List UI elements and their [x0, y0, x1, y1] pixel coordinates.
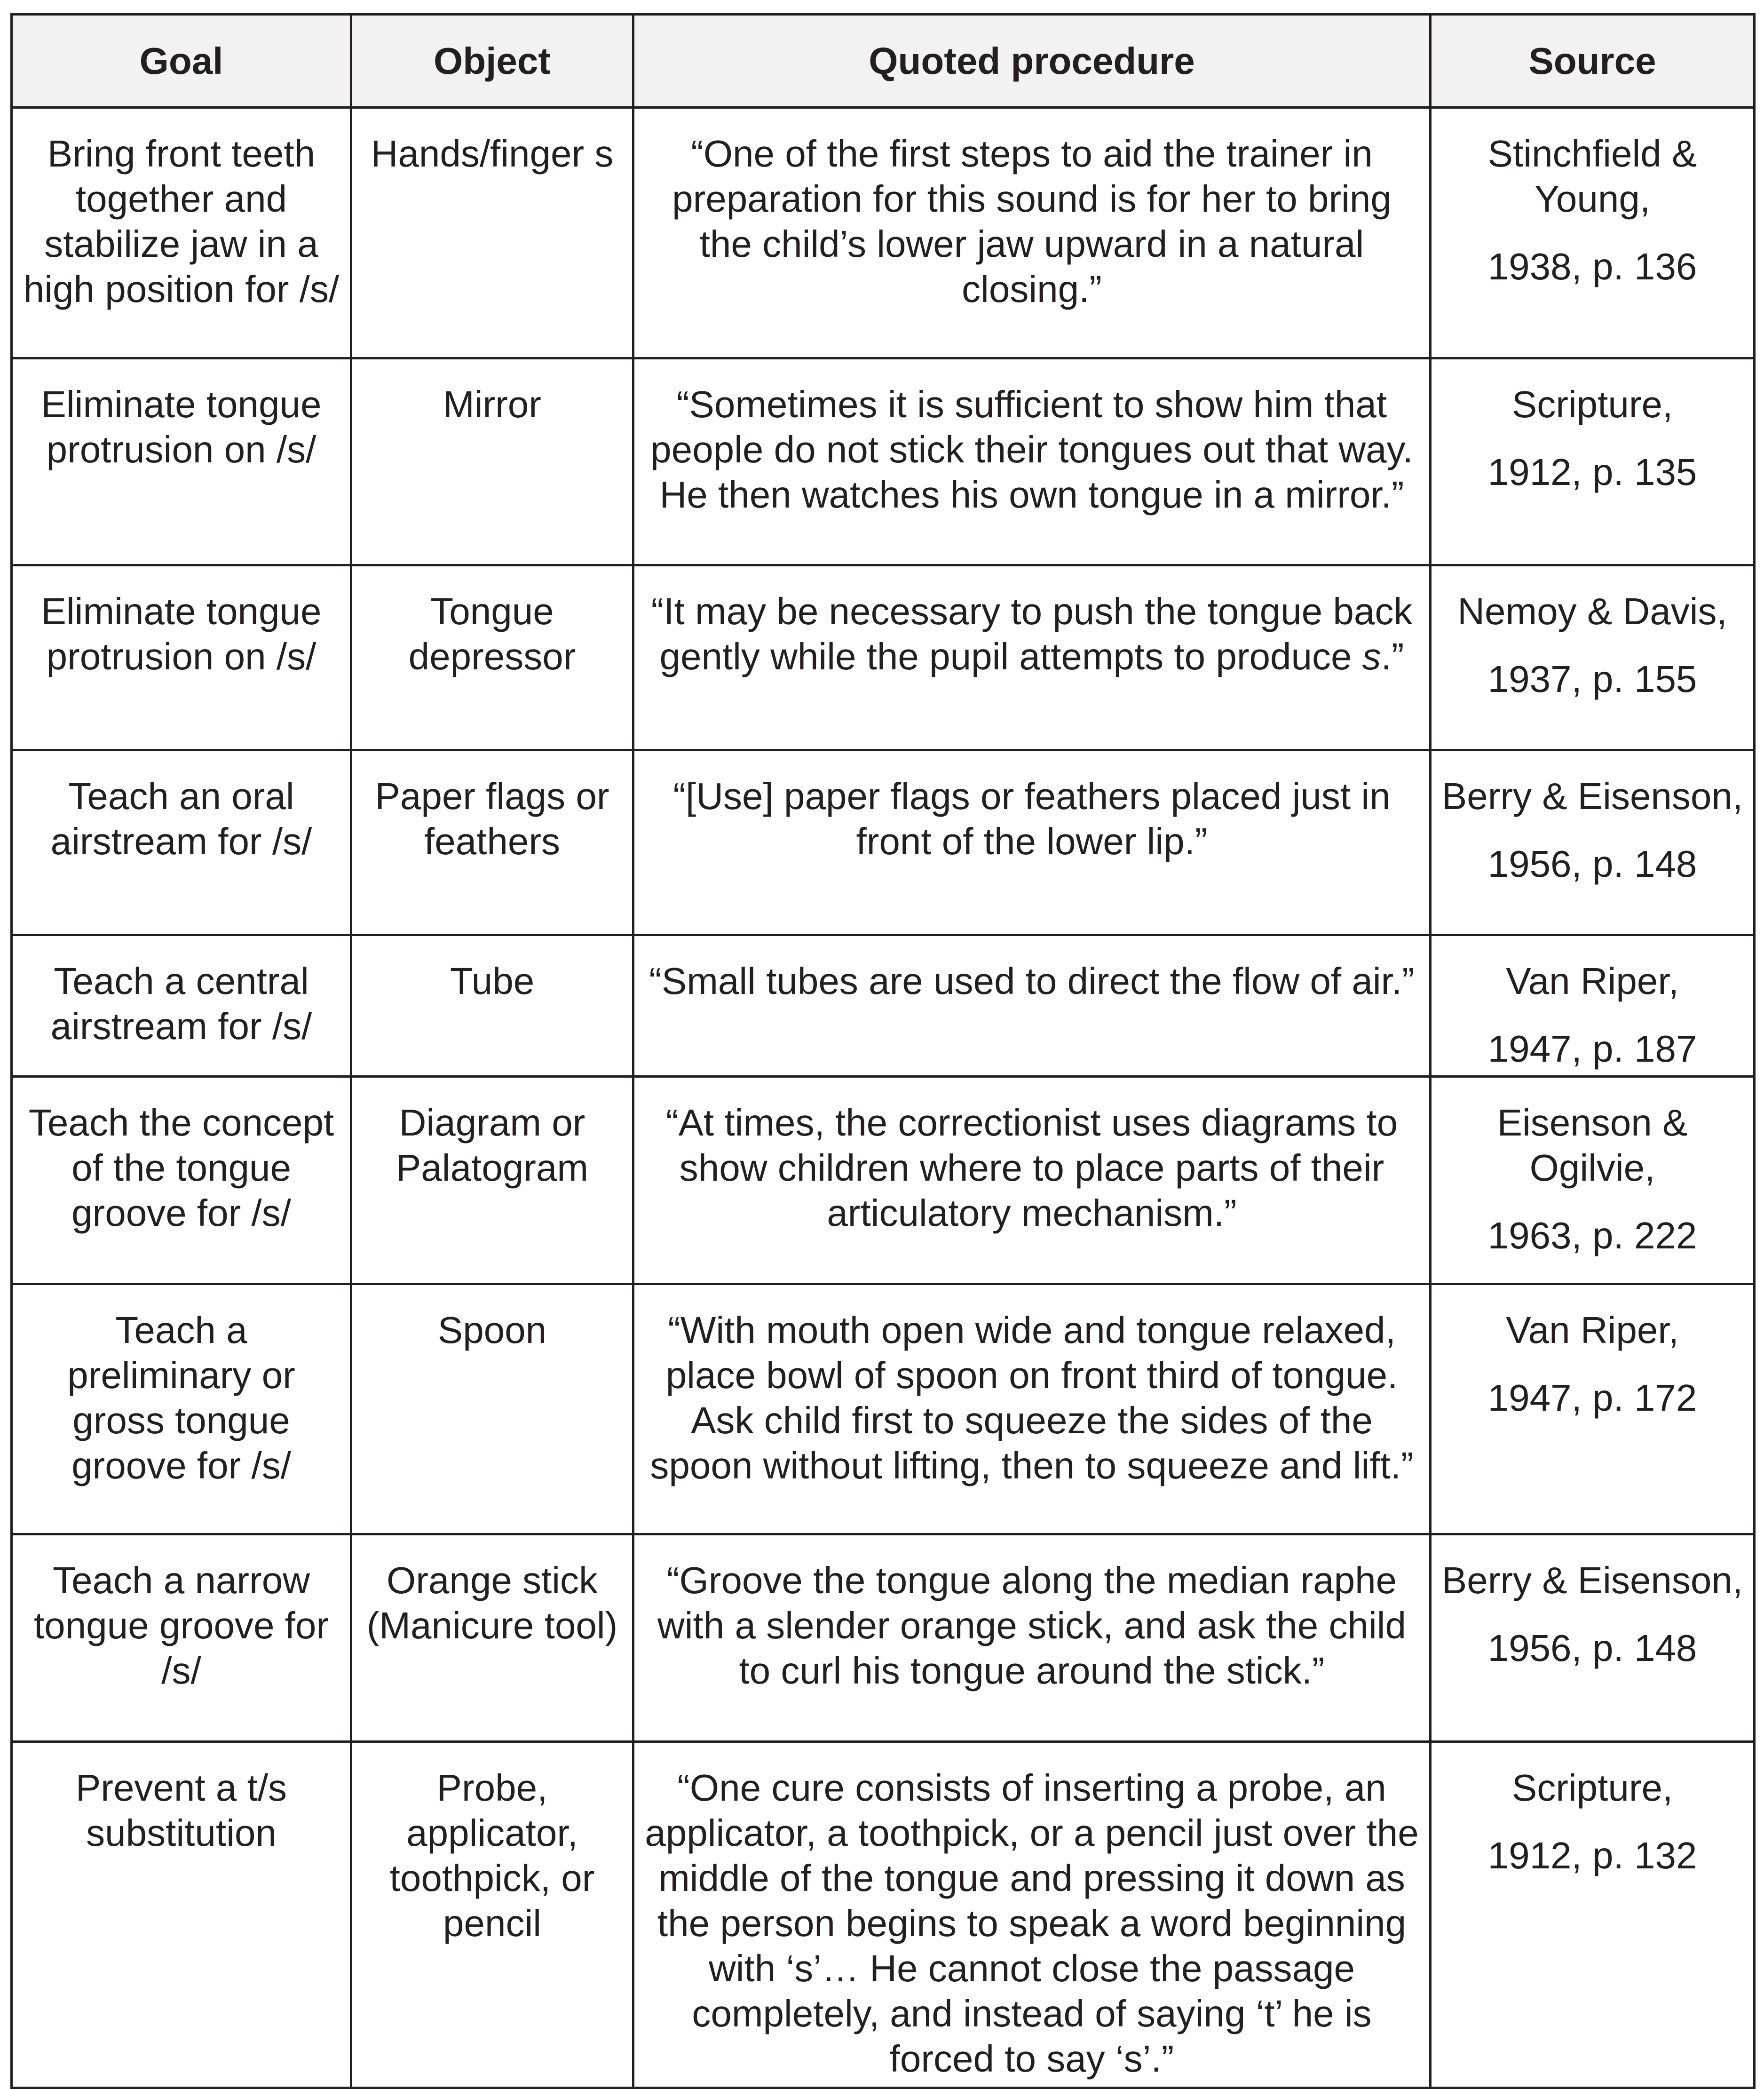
source-author: Van Riper, — [1506, 960, 1679, 1002]
source-author: Berry & Eisenson, — [1441, 1559, 1743, 1601]
object-cell: Paper flags or feathers — [351, 750, 633, 935]
source-author: Stinchfield & Young, — [1487, 133, 1697, 220]
source-author: Eisenson & Ogilvie, — [1497, 1102, 1688, 1189]
procedures-table-container — [10, 13, 1753, 2089]
procedure-cell: “One cure consists of inserting a probe, an applicator, a toothpick, or a pencil just over the middle of the tongue and pressing it down as the person begins to speak a word beginning with ‘s’… He cannot close the passage completely, and instead of saying ‘t’ he is forced to say ‘s’.” — [633, 1742, 1431, 2088]
table-row — [12, 1077, 1755, 1284]
source-cell — [1431, 1742, 1755, 2088]
source-cell — [1431, 1534, 1755, 1742]
source-author: Scripture, — [1511, 383, 1673, 425]
column-header-object: Object — [351, 15, 633, 108]
table-row — [12, 935, 1755, 1077]
table-row — [12, 750, 1755, 935]
table-row — [12, 1284, 1755, 1534]
table-row — [12, 1742, 1755, 2088]
procedure-cell: “At times, the correctionist uses diagrams to show children where to place parts of their articulatory mechanism.” — [633, 1077, 1431, 1284]
column-header-goal: Goal — [12, 15, 351, 108]
procedure-cell: “Groove the tongue along the median raphe with a slender orange stick, and ask the child to curl his tongue around the stick.” — [633, 1534, 1431, 1742]
source-year-page: 1947, p. 172 — [1487, 1377, 1697, 1419]
source-cell — [1431, 108, 1755, 358]
goal-cell: Eliminate tongue protrusion on /s/ — [12, 358, 351, 565]
procedure-cell — [633, 565, 1431, 750]
goal-cell: Teach a central airstream for /s/ — [12, 935, 351, 1077]
source-author: Berry & Eisenson, — [1441, 775, 1743, 817]
source-cell — [1431, 1284, 1755, 1534]
source-cell — [1431, 358, 1755, 565]
table-row — [12, 108, 1755, 358]
source-author: Nemoy & Davis, — [1457, 590, 1727, 632]
object-cell: Mirror — [351, 358, 633, 565]
column-header-procedure: Quoted procedure — [633, 15, 1431, 108]
source-year-page: 1938, p. 136 — [1487, 246, 1697, 287]
procedure-cell: “[Use] paper flags or feathers placed just in front of the lower lip.” — [633, 750, 1431, 935]
procedure-text-italic: s — [1362, 635, 1381, 677]
goal-cell: Teach a narrow tongue groove for /s/ — [12, 1534, 351, 1742]
procedure-text: “It may be necessary to push the tongue back gently while the pupil attempts to produce — [651, 590, 1413, 677]
table-row — [12, 1534, 1755, 1742]
object-cell: Diagram or Palatogram — [351, 1077, 633, 1284]
object-cell: Probe, applicator, toothpick, or pencil — [351, 1742, 633, 2088]
source-cell — [1431, 565, 1755, 750]
goal-cell: Bring front teeth together and stabilize jaw in a high position for /s/ — [12, 108, 351, 358]
procedure-text-end: .” — [1381, 635, 1404, 677]
procedure-cell: “One of the first steps to aid the trainer in preparation for this sound is for her to bring the child’s lower jaw upward in a natural closing.” — [633, 108, 1431, 358]
table-row — [12, 565, 1755, 750]
procedures-table — [10, 13, 1756, 2089]
goal-cell: Eliminate tongue protrusion on /s/ — [12, 565, 351, 750]
source-year-page: 1956, p. 148 — [1487, 843, 1697, 885]
source-year-page: 1912, p. 132 — [1487, 1835, 1697, 1876]
goal-cell: Teach a preliminary or gross tongue groove for /s/ — [12, 1284, 351, 1534]
object-cell: Hands/finger s — [351, 108, 633, 358]
source-year-page: 1947, p. 187 — [1487, 1028, 1697, 1070]
source-cell — [1431, 750, 1755, 935]
goal-cell: Teach an oral airstream for /s/ — [12, 750, 351, 935]
procedure-cell: “Sometimes it is sufficient to show him that people do not stick their tongues out that way. He then watches his own tongue in a mirror.” — [633, 358, 1431, 565]
source-year-page: 1956, p. 148 — [1487, 1627, 1697, 1669]
object-cell: Tube — [351, 935, 633, 1077]
procedure-cell: “With mouth open wide and tongue relaxed, place bowl of spoon on front third of tongue. Ask child first to squeeze the sides of the spoon without lifting, then to squeeze and lift.” — [633, 1284, 1431, 1534]
source-cell — [1431, 935, 1755, 1077]
object-cell: Tongue depressor — [351, 565, 633, 750]
source-year-page: 1912, p. 135 — [1487, 451, 1697, 493]
object-cell: Orange stick (Manicure tool) — [351, 1534, 633, 1742]
object-cell: Spoon — [351, 1284, 633, 1534]
source-cell — [1431, 1077, 1755, 1284]
table-header-row — [12, 15, 1755, 108]
goal-cell: Prevent a t/s substitution — [12, 1742, 351, 2088]
source-year-page: 1963, p. 222 — [1487, 1215, 1697, 1256]
source-author: Scripture, — [1511, 1767, 1673, 1809]
table-row — [12, 358, 1755, 565]
source-year-page: 1937, p. 155 — [1487, 658, 1697, 700]
column-header-source: Source — [1431, 15, 1755, 108]
goal-cell: Teach the concept of the tongue groove for /s/ — [12, 1077, 351, 1284]
procedure-cell: “Small tubes are used to direct the flow of air.” — [633, 935, 1431, 1077]
source-author: Van Riper, — [1506, 1309, 1679, 1351]
